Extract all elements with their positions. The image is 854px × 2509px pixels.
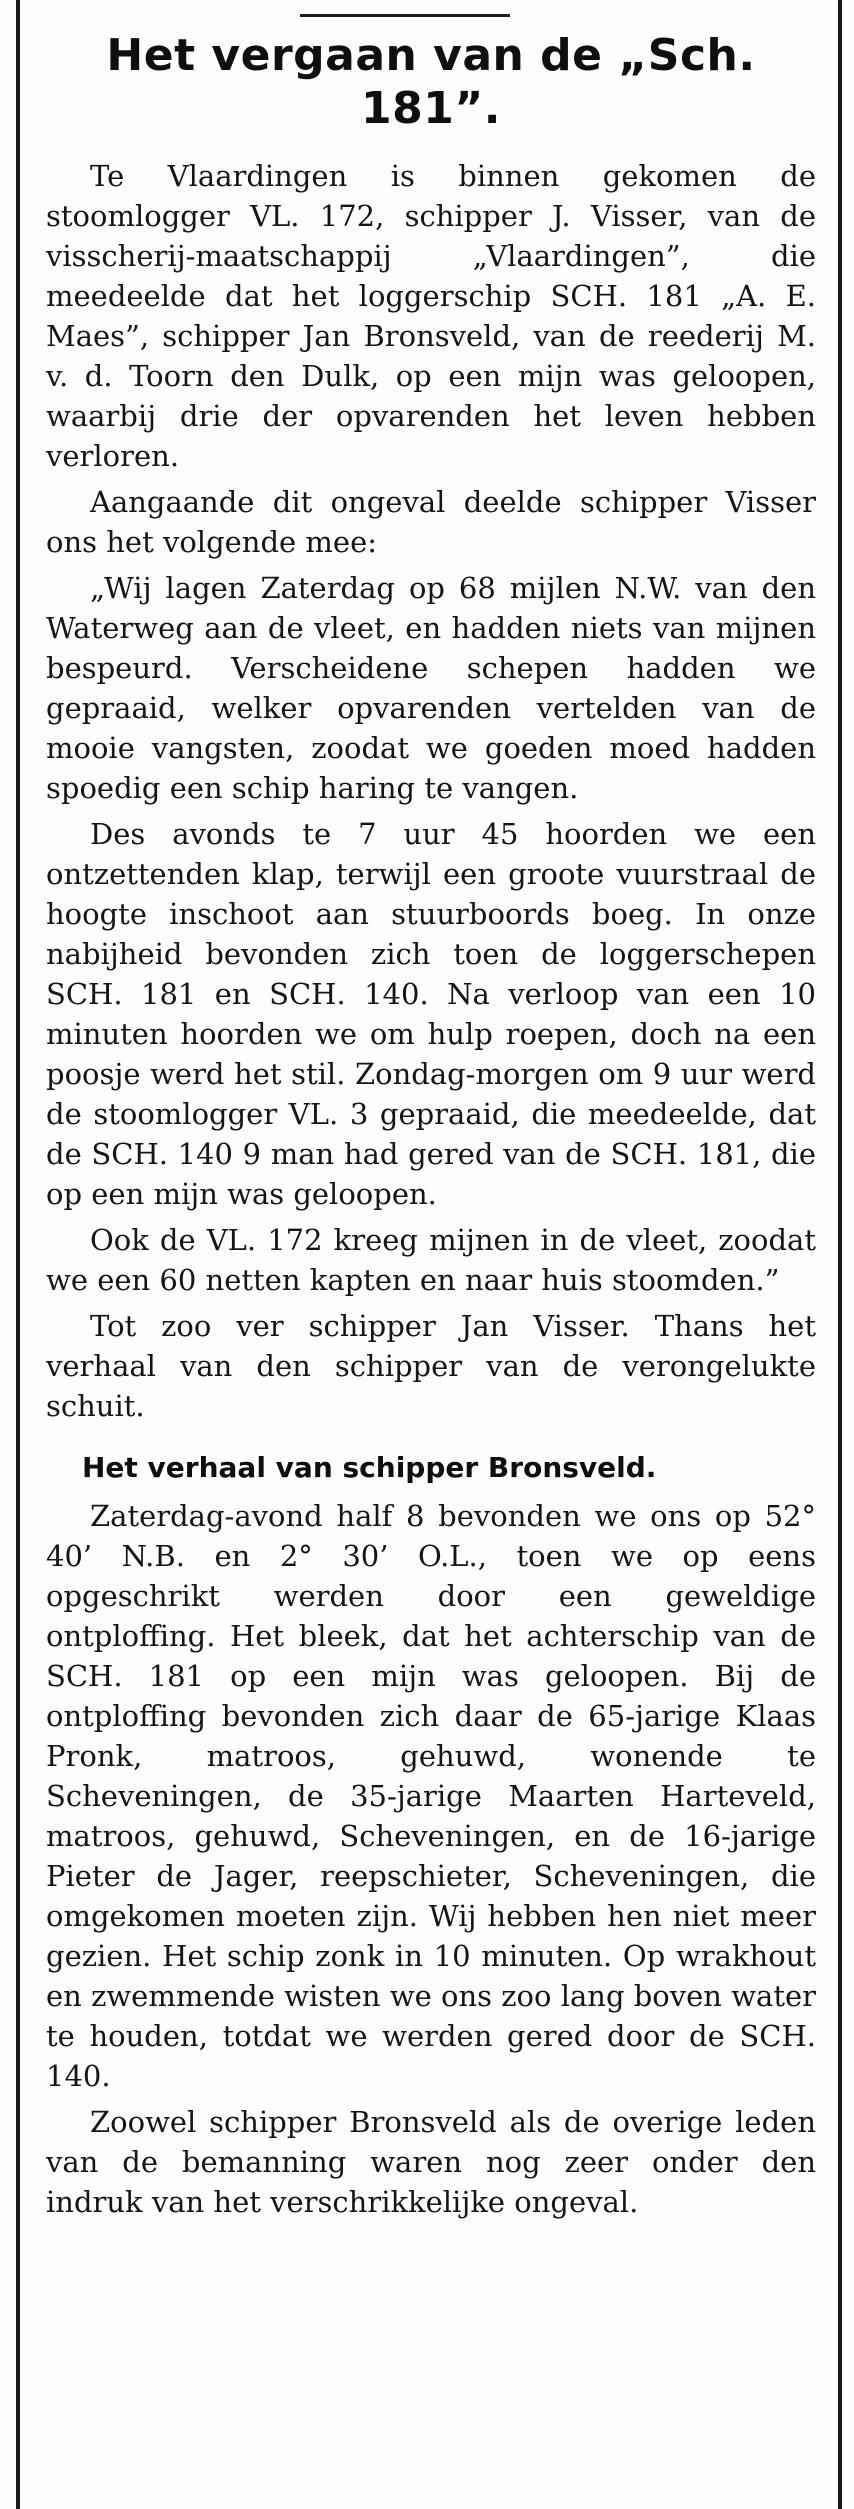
right-column-rule bbox=[838, 0, 842, 2509]
article-paragraph: Zoowel schipper Bronsveld als de overige leden van de bemanning waren nog zeer onder den indruk van het verschrikkelijke ongeval. bbox=[46, 2104, 816, 2219]
article-paragraph: Aangaande dit ongeval deelde schipper Visser ons het volgende mee: bbox=[46, 484, 816, 559]
article-subheading: Het verhaal van schipper Bronsveld. bbox=[82, 1450, 657, 1484]
article-paragraph: Des avonds te 7 uur 45 hoorden we een ontzettenden klap, terwijl een groote vuurstraal de hoogte inschoot aan stuurboords boeg. In onze nabijheid bevonden zich toen de loggerschepen SCH. 181 en SCH. 140. Na verloop van een 10 minuten hoorden we om hulp roepen, doch na een poosje werd het stil. Zondag-morgen om 9 uur werd de stoomlogger VL. 3 gepraaid, die meedeelde, dat de SCH. 140 9 man had gered van de SCH. 181, die op een mijn was geloopen. bbox=[46, 816, 816, 1211]
article-paragraph: „Wij lagen Zaterdag op 68 mijlen N.W. van den Waterweg aan de vleet, en hadden niets van mijnen bespeurd. Verscheidene schepen hadden we gepraaid, welker opvarenden vertelden van de mooie vangsten, zoodat we goeden moed hadden spoedig een schip haring te vangen. bbox=[46, 570, 816, 805]
top-divider bbox=[300, 14, 510, 17]
article-paragraph: Te Vlaardingen is binnen gekomen de stoomlogger VL. 172, schipper J. Visser, van de visscherij-maatschappij „Vlaardingen”, die meedeelde dat het loggerschip SCH. 181 „A. E. Maes”, schipper Jan Bronsveld, van de reederij M. v. d. Toorn den Dulk, op een mijn was geloopen, waarbij drie der opvarenden het leven hebben verloren. bbox=[46, 158, 816, 473]
article-paragraph: Ook de VL. 172 kreeg mijnen in de vleet, zoodat we een 60 netten kapten en naar huis stoomden.” bbox=[46, 1222, 816, 1297]
article-column bbox=[46, 30, 816, 2222]
article-paragraph: Zaterdag-avond half 8 bevonden we ons op 52° 40’ N.B. en 2° 30’ O.L., toen we op eens opgeschrikt werden door een geweldige ontploffing. Het bleek, dat het achterschip van de SCH. 181 op een mijn was geloopen. Bij de ontploffing bevonden zich daar de 65-jarige Klaas Pronk, matroos, gehuwd, wonende te Scheveningen, de 35-jarige Maarten Harteveld, matroos, gehuwd, Scheveningen, en de 16-jarige Pieter de Jager, reepschieter, Scheveningen, die omgekomen moeten zijn. Wij hebben hen niet meer gezien. Het schip zonk in 10 minuten. Op wrakhout en zwemmende wisten we ons zoo lang boven water te houden, totdat we werden gered door de SCH. 140. bbox=[46, 1498, 816, 2093]
article-headline: Het vergaan van de „Sch. 181”. bbox=[106, 30, 756, 134]
article-paragraph: Tot zoo ver schipper Jan Visser. Thans het verhaal van den schipper van de verongelukte schuit. bbox=[46, 1308, 816, 1423]
left-column-rule bbox=[16, 0, 20, 2509]
